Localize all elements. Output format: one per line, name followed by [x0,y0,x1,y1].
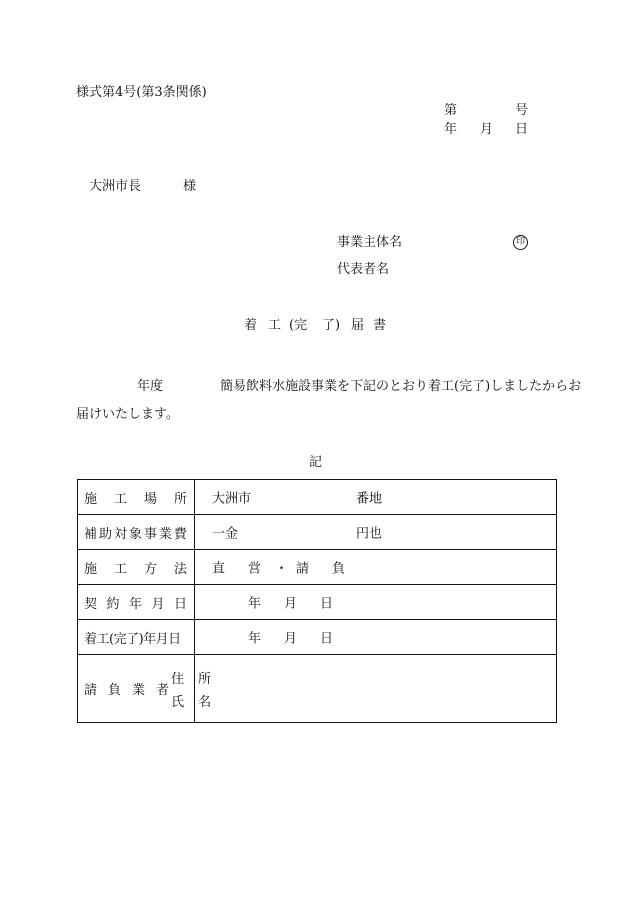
row-start-date [78,620,557,655]
fiscal-year-label: 年度 [137,379,164,394]
contract-day: 日 [320,596,334,612]
date-day: 日 [515,122,529,137]
row-contractor [78,655,557,723]
contractor-name-label: 氏 名 [171,694,212,710]
row-site [78,480,557,515]
title-char-4: 了) [322,318,341,333]
addressee-honorific: 様 [183,179,197,194]
contract-year: 年 [248,596,262,612]
row-cost [78,515,557,550]
title-char-5: 届 [351,318,365,333]
row-method [78,550,557,585]
method-opt-1: 直 [212,561,226,577]
cost-prefix: 一金 [212,526,239,542]
start-month: 月 [284,631,298,647]
site-city: 大洲市 [212,491,252,507]
contract-month: 月 [284,596,298,612]
method-opt-3: 請 [296,561,310,577]
entity-name-label: 事業主体名 [337,235,403,250]
date-month: 月 [480,122,494,137]
contractor-address-label: 住 所 [171,671,212,687]
seal-mark: 印 [513,235,528,250]
doc-number-suffix: 号 [515,103,529,118]
method-separator: ・ [275,561,289,577]
title-char-3: (完 [289,318,308,333]
title-char-6: 書 [373,318,387,333]
contractor-value [195,655,557,723]
addressee-name: 大洲市長 [89,179,142,194]
body-text-line2: 届けいたします。 [76,407,179,422]
cost-suffix: 円也 [356,526,383,542]
start-date-label: 着工(完了)年月日 [84,631,181,647]
method-opt-4: 負 [332,561,346,577]
site-banchi: 番地 [356,491,383,507]
form-number-label: 様式第4号(第3条関係) [76,85,207,100]
site-label: 施 工 場 所 [84,491,187,507]
date-year: 年 [444,122,458,137]
representative-label: 代表者名 [337,262,390,277]
ki-marker: 記 [309,455,323,470]
cost-label: 補 助 対 象 事 業 費 [84,526,187,542]
row-contract-date [78,585,557,620]
method-opt-2: 営 [248,561,262,577]
contractor-label: 請 負 業 者 住 所 氏 名 [78,655,194,722]
start-year: 年 [248,631,262,647]
method-label: 施 工 方 法 [84,561,187,577]
doc-number-prefix: 第 [444,103,458,118]
title-char-1: 着 [244,318,258,333]
start-day: 日 [320,631,334,647]
details-table [77,479,557,723]
contract-date-label: 契 約 年 月 日 [84,596,187,612]
body-text-line1: 簡易飲料水施設事業を下記のとおり着工(完了)しましたからお [220,379,582,394]
title-char-2: 工 [268,318,282,333]
